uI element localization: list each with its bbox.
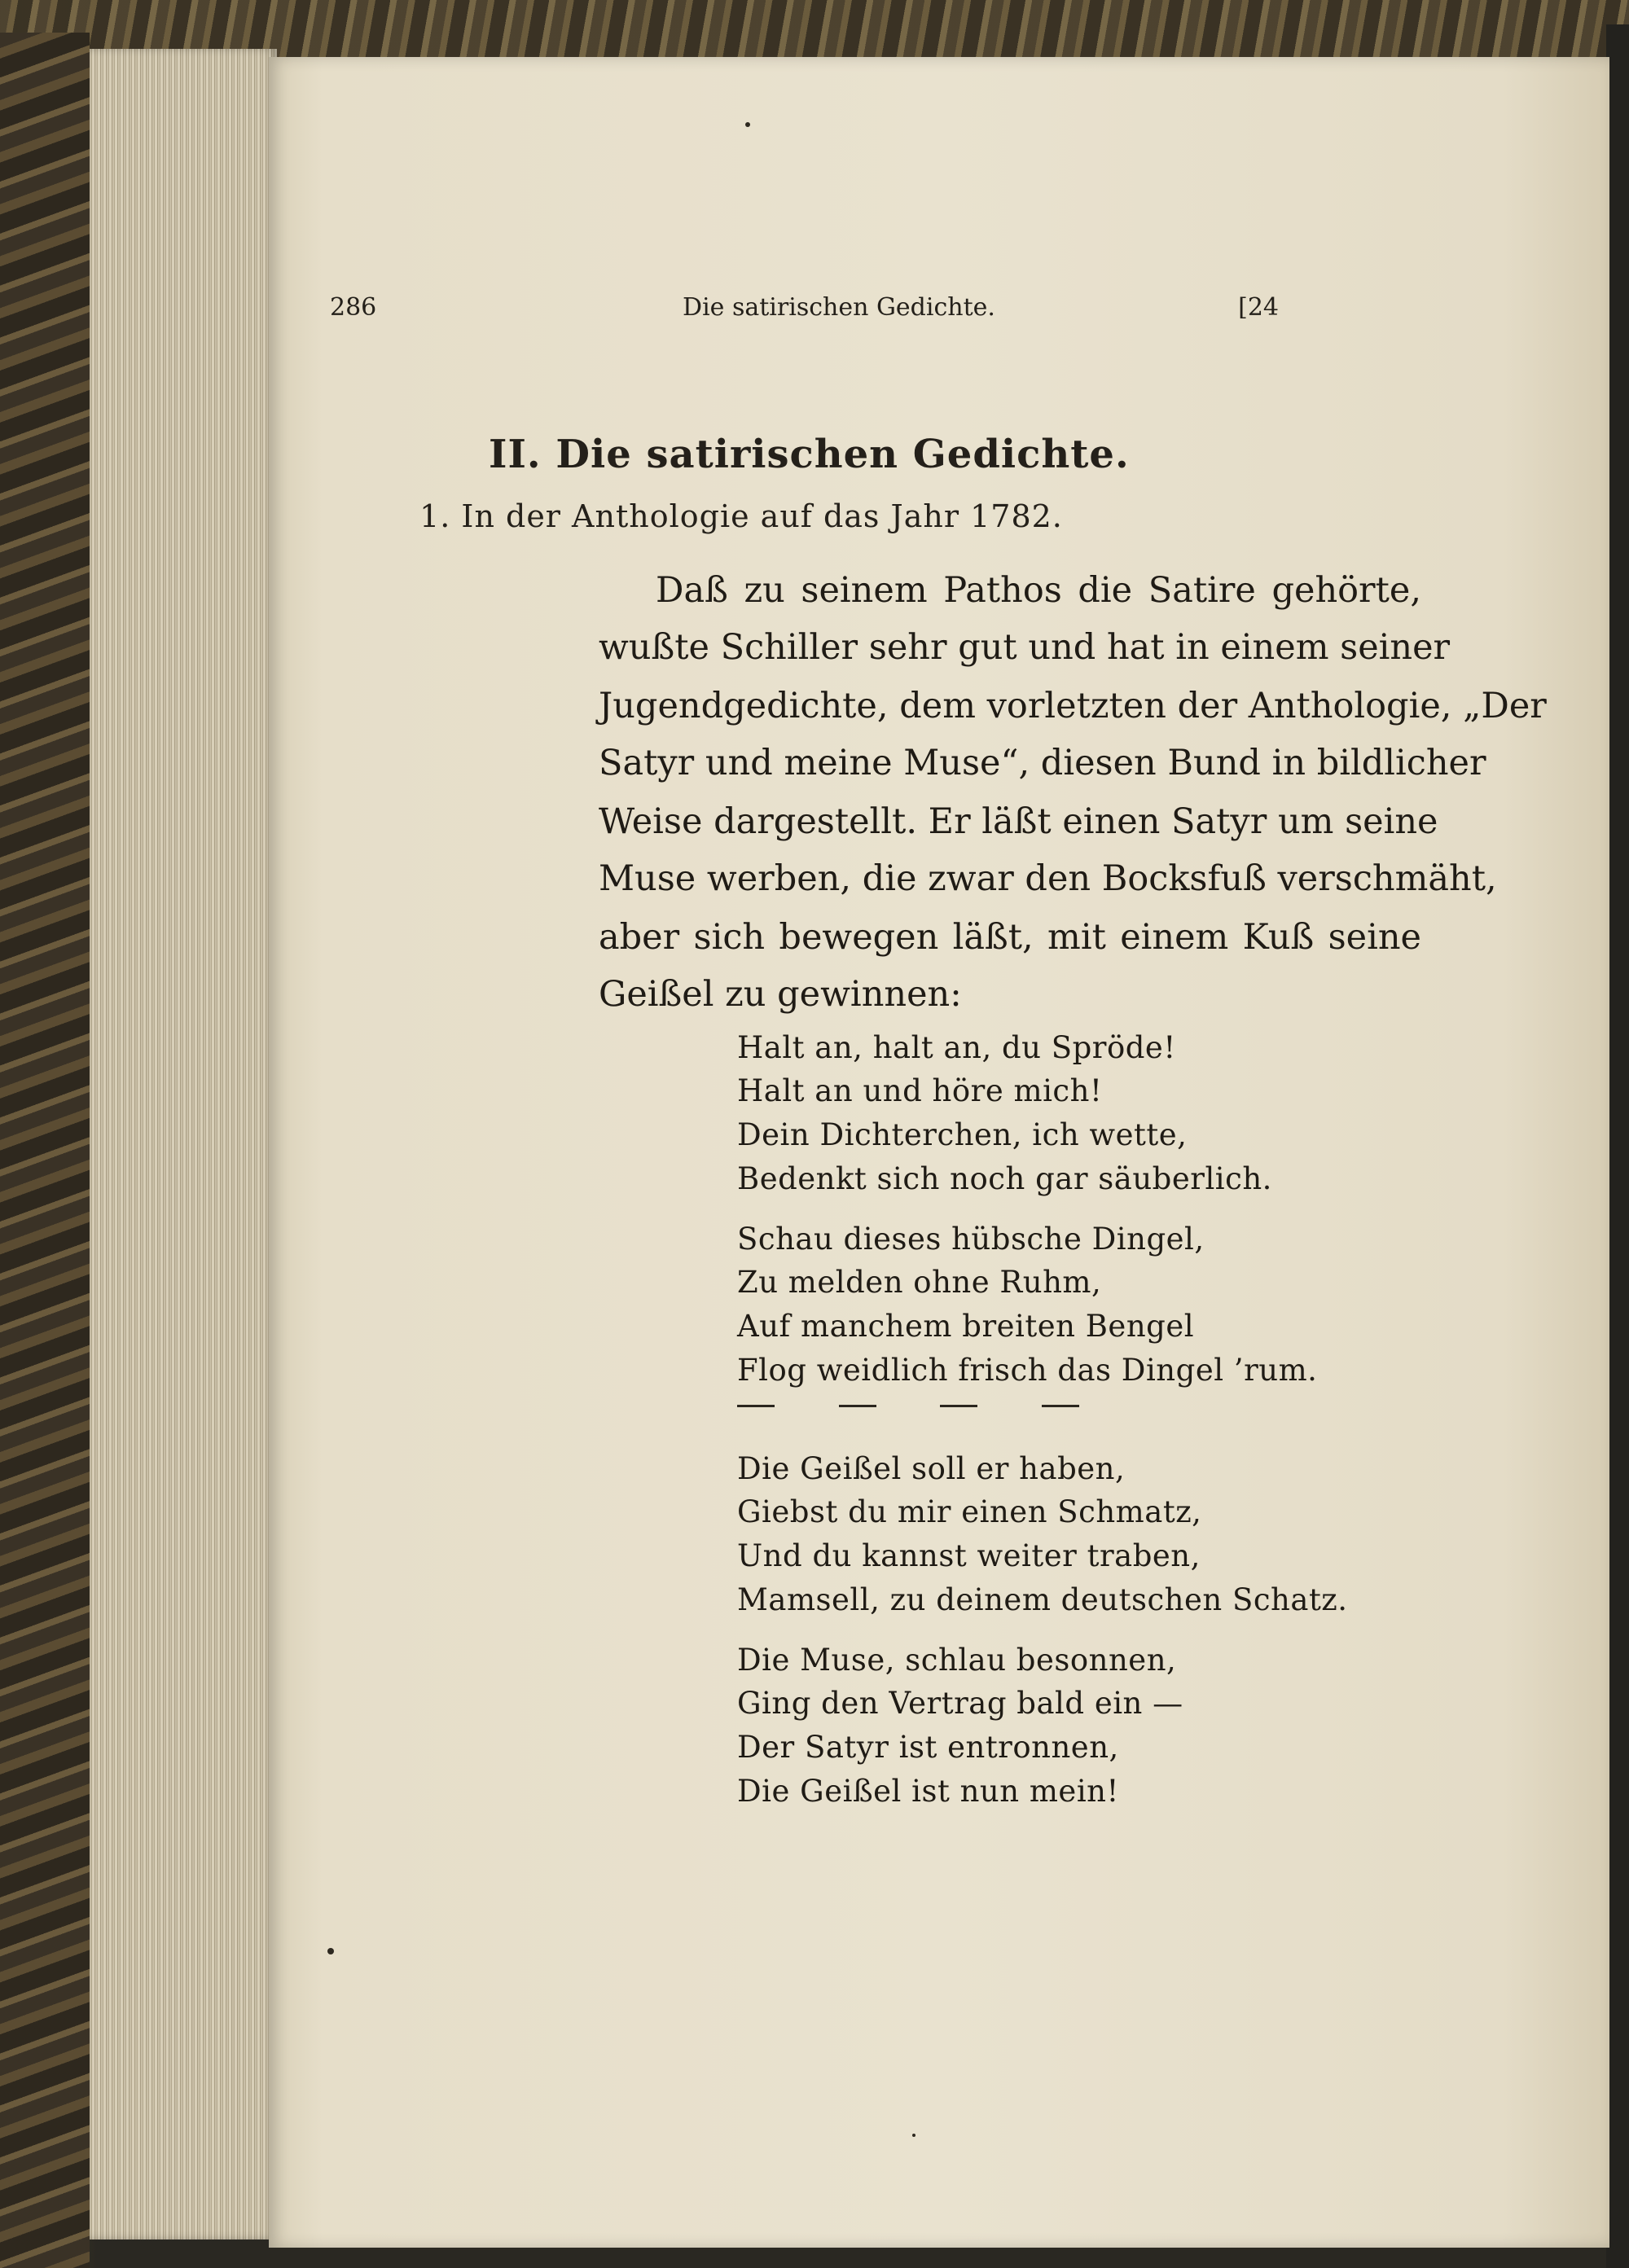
section-subheading: 1. In der Anthologie auf das Jahr 1782. [419,498,1063,534]
chapter-heading: II. Die satirischen Gedichte. [489,432,1130,477]
verse-line: Und du kannst weiter traben, [737,1538,1201,1573]
paragraph-line: Satyr und meine Muse“, diesen Bund in bildlicher [599,743,1486,783]
separator-dash [737,1405,775,1407]
verse-line: Die Geißel ist nun mein! [737,1774,1119,1809]
paragraph-line: Muse werben, die zwar den Bocksfuß verschmäht, [599,858,1497,899]
verse-line: Schau dieses hübsche Dingel, [737,1222,1205,1257]
paragraph-line: wußte Schiller sehr gut und hat in einem seiner [599,627,1451,668]
verse-line: Dein Dichterchen, ich wette, [737,1117,1188,1152]
paragraph-line: Geißel zu gewinnen: [599,974,962,1015]
marbled-cover-left [0,33,90,2268]
dust-speck [912,2134,915,2137]
page-number: 286 [330,293,377,322]
separator-dash [940,1405,977,1407]
cover-right-edge [1606,24,1629,2268]
verse-line: Giebst du mir einen Schmatz, [737,1494,1202,1529]
separator-dash [839,1405,876,1407]
paragraph-line: Jugendgedichte, dem vorletzten der Anthologie, „Der [599,686,1547,726]
verse-line: Die Geißel soll er haben, [737,1451,1126,1486]
paragraph-line: Daß zu seinem Pathos die Satire gehörte, [656,570,1421,611]
verse-line: Mamsell, zu deinem deutschen Schatz. [737,1582,1348,1617]
dust-speck [745,122,750,127]
paragraph-line: Weise dargestellt. Er läßt einen Satyr um seine [599,801,1438,842]
running-head-section: [24 [1238,293,1279,322]
verse-line: Flog weidlich frisch das Dingel ’rum. [737,1353,1318,1388]
verse-line: Ging den Vertrag bald ein — [737,1686,1183,1721]
separator-dash [1042,1405,1079,1407]
verse-line: Bedenkt sich noch gar säuberlich. [737,1161,1272,1196]
stanza-separator [737,1405,1079,1407]
verse-line: Der Satyr ist entronnen, [737,1730,1119,1765]
page-stack-edges [90,49,277,2239]
dust-speck [327,1948,334,1954]
verse-line: Halt an und höre mich! [737,1073,1103,1108]
verse-line: Halt an, halt an, du Spröde! [737,1030,1176,1065]
verse-line: Zu melden ohne Ruhm, [737,1265,1102,1300]
verse-line: Auf manchem breiten Bengel [737,1309,1195,1344]
paragraph-line: aber sich bewegen läßt, mit einem Kuß seine [599,917,1421,958]
book-page [269,57,1609,2248]
running-head-title: Die satirischen Gedichte. [683,293,995,322]
verse-line: Die Muse, schlau besonnen, [737,1643,1177,1678]
